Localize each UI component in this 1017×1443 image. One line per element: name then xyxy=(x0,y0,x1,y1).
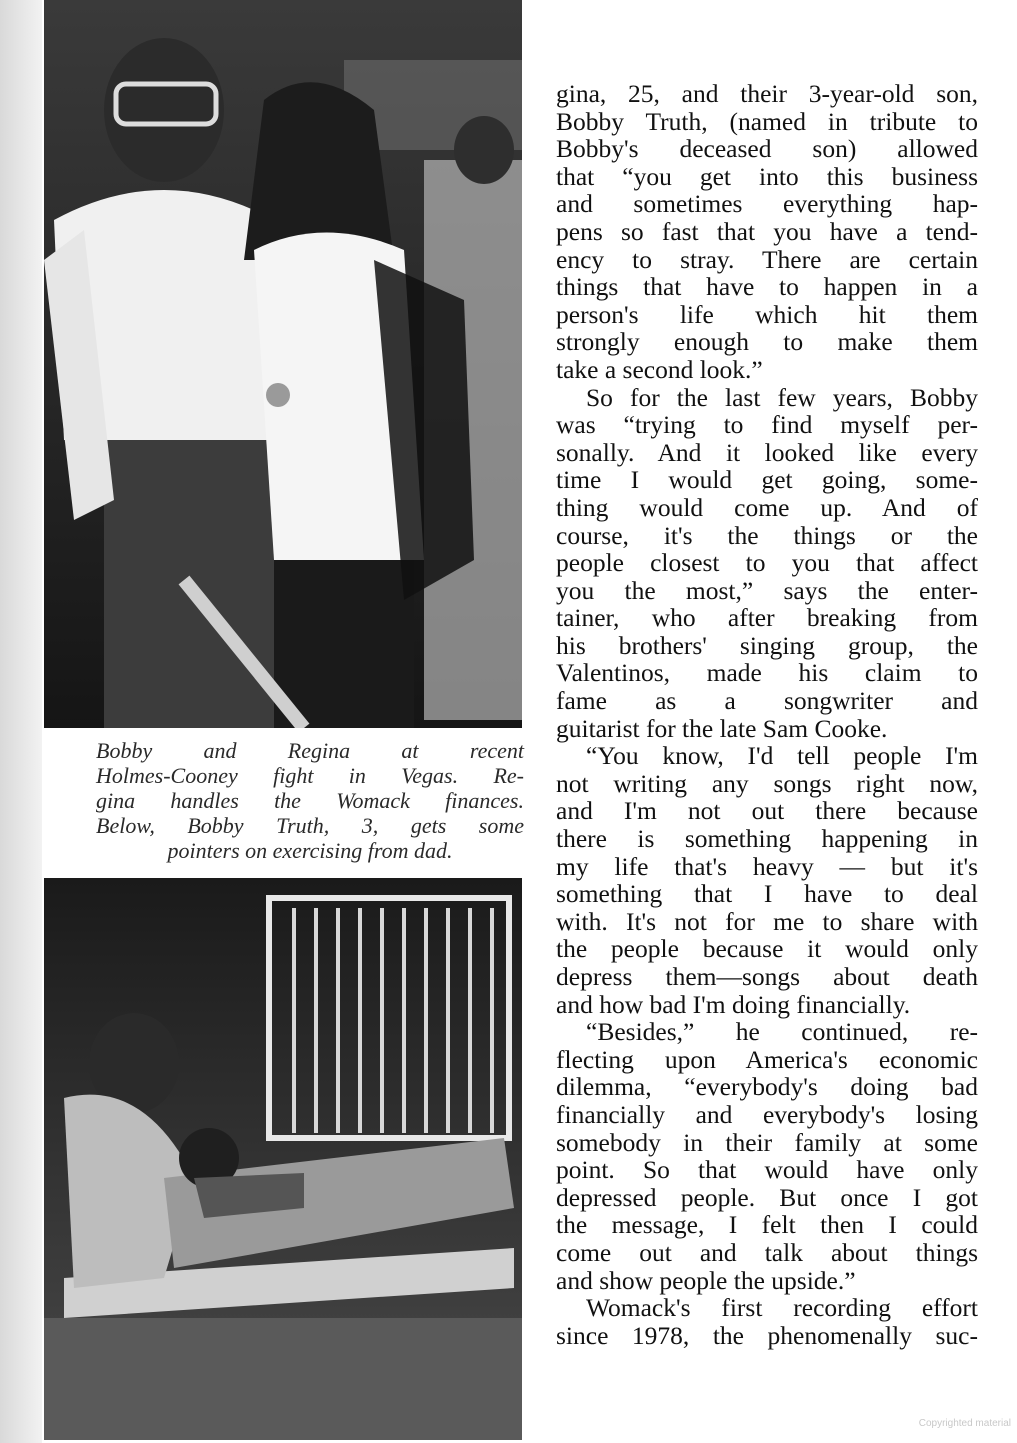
article-line: people closest to you that affect xyxy=(556,548,978,578)
article-line: his brothers' singing group, the xyxy=(556,630,978,660)
copyright-watermark: Copyrighted material xyxy=(918,1418,1011,1429)
article-line: and how bad I'm doing financially. xyxy=(556,989,911,1019)
caption-line: Bobby and Regina at recent xyxy=(96,738,524,763)
article-line: and sometimes everything hap- xyxy=(556,189,978,219)
article-line: Womack's first recording effort xyxy=(586,1293,978,1323)
page-left-margin xyxy=(0,0,42,1443)
caption-line: Below, Bobby Truth, 3, gets some xyxy=(96,813,524,838)
article-line: that “you get into this business xyxy=(556,161,978,191)
article-line: something that I have to deal xyxy=(556,879,978,909)
article-line: point. So that would have only xyxy=(556,1155,978,1185)
article-line: pens so fast that you have a tend- xyxy=(556,216,978,246)
caption-line: pointers on exercising from dad. xyxy=(167,838,453,863)
article-line: flecting upon America's economic xyxy=(556,1044,978,1074)
article-line: depressed people. But once I got xyxy=(556,1182,978,1212)
photo-bobby-and-regina xyxy=(44,0,522,728)
article-line: Bobby Truth, (named in tribute to xyxy=(556,106,978,136)
article-line: and show people the upside.” xyxy=(556,1265,856,1295)
article-line: fame as a songwriter and xyxy=(556,686,978,716)
article-line: since 1978, the phenomenally suc- xyxy=(556,1320,978,1350)
caption-line: gina handles the Womack finances. xyxy=(96,788,524,813)
article-line: time I would get going, some- xyxy=(556,465,978,495)
article-line: Valentinos, made his claim to xyxy=(556,658,978,688)
article-line: the message, I felt then I could xyxy=(556,1210,978,1240)
article-line: somebody in their family at some xyxy=(556,1127,978,1157)
article-line: was “trying to find myself per- xyxy=(556,410,978,440)
article-line: ency to stray. There are certain xyxy=(556,244,978,274)
article-line: guitarist for the late Sam Cooke. xyxy=(556,713,888,743)
article-line: “Besides,” he continued, re- xyxy=(586,1017,978,1047)
article-line: take a second look.” xyxy=(556,354,763,384)
article-line: Bobby's deceased son) allowed xyxy=(556,134,978,164)
article-line: things that have to happen in a xyxy=(556,272,978,302)
article-line: tainer, who after breaking from xyxy=(556,603,978,633)
article-line: you the most,” says the enter- xyxy=(556,575,978,605)
article-line: financially and everybody's losing xyxy=(556,1099,978,1129)
article-line: come out and talk about things xyxy=(556,1237,978,1267)
article-line: with. It's not for me to share with xyxy=(556,906,978,936)
article-line: and I'm not out there because xyxy=(556,796,978,826)
article-line: person's life which hit them xyxy=(556,299,978,329)
article-line: thing would come up. And of xyxy=(556,492,978,522)
article-line: my life that's heavy — but it's xyxy=(556,851,978,881)
article-line: there is something happening in xyxy=(556,824,978,854)
photo-bobby-and-son-exercising xyxy=(44,878,522,1440)
article-line: sonally. And it looked like every xyxy=(556,437,978,467)
article-line: depress them—songs about death xyxy=(556,962,978,991)
article-line: not writing any songs right now, xyxy=(556,768,978,798)
article-column xyxy=(556,80,978,1349)
article-line: “You know, I'd tell people I'm xyxy=(586,741,978,771)
article-line: dilemma, “everybody's doing bad xyxy=(556,1072,978,1102)
article-line: strongly enough to make them xyxy=(556,327,978,357)
article-line: the people because it would only xyxy=(556,934,978,964)
caption-line: Holmes-Cooney fight in Vegas. Re- xyxy=(96,763,524,788)
article-line: gina, 25, and their 3-year-old son, xyxy=(556,79,978,108)
article-line: course, it's the things or the xyxy=(556,520,978,550)
article-line: So for the last few years, Bobby xyxy=(586,382,978,412)
photo-caption xyxy=(96,738,524,863)
